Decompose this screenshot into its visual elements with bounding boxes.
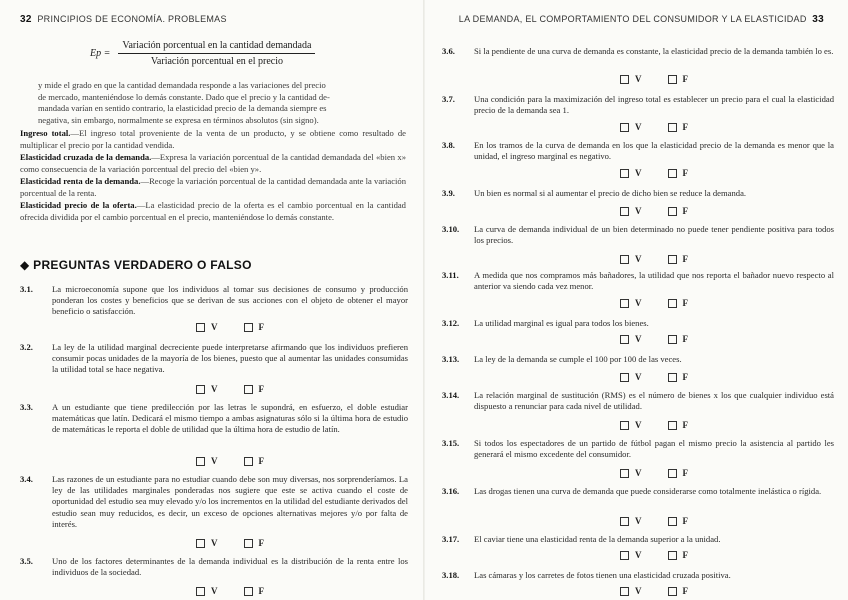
answer-options-3-1: [196, 322, 264, 332]
option-label: F: [258, 538, 264, 548]
checkbox-icon[interactable]: [620, 517, 629, 526]
definition-line: negativa, sin embargo, normalmente se expresa en términos absolutos (sin signo).: [38, 114, 319, 125]
question-3-16: [442, 486, 834, 497]
checkbox-icon[interactable]: [244, 385, 253, 394]
answer-options-3-17: [620, 550, 688, 560]
right-running-title: LA DEMANDA, EL COMPORTAMIENTO DEL CONSUMIDOR Y LA ELASTICIDAD: [458, 14, 807, 24]
question-text: Si todos los espectadores de un partido de fútbol pagan el mismo precio la asistencia al partido les generará el mismo excedente del consumidor.: [474, 438, 834, 460]
checkbox-icon[interactable]: [196, 457, 205, 466]
question-number: 3.16.: [442, 486, 460, 496]
option-false[interactable]: [668, 122, 689, 132]
question-text: Las razones de un estudiante para no estudiar cuando debe son muy diversas, nos sorprenderíamos. La ley de las utilidades marginales ponderadas nos sugiere que este se activa cuando el coste de oportunidad del estudio sea muy elevado y/o los incrementos en la utilidad del estudiante derivados del estudio sean muy reducidos, es decir, un exceso de opciones alternativas mejores y/o por falta de interés.: [52, 474, 408, 529]
formula-fraction: [118, 40, 315, 67]
question-3-2: [20, 342, 408, 376]
checkbox-icon[interactable]: [620, 299, 629, 308]
question-3-11: [442, 270, 834, 292]
definition-line: y mide el grado en que la cantidad demandada responde a las variaciones del precio: [38, 80, 326, 90]
question-number: 3.18.: [442, 570, 460, 580]
question-number: 3.12.: [442, 318, 460, 328]
formula-numerator: Variación porcentual en la cantidad demandada: [118, 40, 315, 54]
question-text: Las drogas tienen una curva de demanda que puede considerarse como totalmente inelástica o rígida.: [474, 486, 822, 496]
option-true[interactable]: [620, 468, 642, 478]
checkbox-icon[interactable]: [668, 169, 677, 178]
option-label: F: [682, 420, 688, 430]
question-3-12: [442, 318, 834, 329]
left-running-head: [20, 14, 227, 25]
question-number: 3.5.: [20, 556, 33, 566]
option-label: F: [258, 384, 264, 394]
question-number: 3.8.: [442, 140, 455, 150]
question-3-18: [442, 570, 834, 581]
option-label: F: [682, 74, 688, 84]
option-label: V: [635, 516, 642, 526]
option-true[interactable]: [620, 254, 642, 264]
answer-options-3-18: [620, 586, 688, 596]
term-elasticidad-cruzada: [20, 152, 406, 175]
option-label: F: [258, 322, 264, 332]
right-page: [424, 0, 848, 600]
option-false[interactable]: [244, 384, 265, 394]
question-text: La ley de la demanda se cumple el 100 por 100 de las veces.: [474, 354, 682, 364]
checkbox-icon[interactable]: [668, 123, 677, 132]
term-elasticidad-renta: [20, 176, 406, 199]
option-false[interactable]: [244, 456, 265, 466]
question-number: 3.2.: [20, 342, 33, 352]
checkbox-icon[interactable]: [620, 255, 629, 264]
checkbox-icon[interactable]: [668, 551, 677, 560]
checkbox-icon[interactable]: [668, 469, 677, 478]
term-label: Elasticidad cruzada de la demanda.: [20, 152, 152, 162]
option-label: F: [682, 168, 688, 178]
term-text: —La elasticidad precio de la oferta es el cambio porcentual en la cantidad ofrecida dividida por el cambio porcentual en el precio, manteniéndose lo demás constante.: [20, 200, 406, 222]
option-label: F: [682, 206, 688, 216]
answer-options-3-10: [620, 254, 688, 264]
answer-options-3-2: [196, 384, 264, 394]
answer-options-3-9: [620, 206, 688, 216]
checkbox-icon[interactable]: [620, 373, 629, 382]
checkbox-icon[interactable]: [668, 335, 677, 344]
option-true[interactable]: [196, 322, 218, 332]
question-text: Si la pendiente de una curva de demanda es constante, la elasticidad precio de la demanda también lo es.: [474, 46, 834, 56]
option-false[interactable]: [668, 586, 689, 596]
option-label: V: [211, 384, 218, 394]
checkbox-icon[interactable]: [620, 421, 629, 430]
option-true[interactable]: [620, 586, 642, 596]
option-true[interactable]: [620, 516, 642, 526]
option-false[interactable]: [668, 550, 689, 560]
left-page-number: 32: [20, 14, 32, 25]
option-label: V: [635, 122, 642, 132]
checkbox-icon[interactable]: [244, 539, 253, 548]
checkbox-icon[interactable]: [620, 551, 629, 560]
option-true[interactable]: [196, 538, 218, 548]
option-label: V: [211, 586, 218, 596]
question-text: A un estudiante que tiene predilección por las letras le supondrá, en esfuerzo, el doble estudiar matemáticas que latín. Dedicará el mismo tiempo a ambas asignaturas sólo si la última hora de estudio de matemáticas le reporta el doble de utilidad que la última hora de estudio de latín.: [52, 402, 408, 435]
question-3-6: [442, 46, 834, 57]
option-false[interactable]: [668, 468, 689, 478]
question-text: Las cámaras y los carretes de fotos tienen una elasticidad cruzada positiva.: [474, 570, 731, 580]
question-text: La relación marginal de sustitución (RMS) es el número de bienes x los que cualquier individuo está dispuesto a renunciar para cada nivel de utilidad.: [474, 390, 834, 412]
answer-options-3-8: [620, 168, 688, 178]
option-false[interactable]: [244, 322, 265, 332]
question-number: 3.7.: [442, 94, 455, 104]
question-number: 3.9.: [442, 188, 455, 198]
term-text: —Expresa la variación porcentual de la cantidad demandada del «bien x» como consecuencia de la variación porcentual del precio del «bien y».: [20, 152, 406, 174]
question-3-15: [442, 438, 834, 460]
definition-line: de mercado, manteniéndose lo demás constante. Dado que el precio y la cantidad de-: [38, 91, 330, 102]
answer-options-3-13: [620, 372, 688, 382]
question-number: 3.4.: [20, 474, 33, 484]
right-page-number: 33: [812, 14, 824, 25]
question-3-4: [20, 474, 408, 530]
answer-options-3-14: [620, 420, 688, 430]
question-text: Un bien es normal si al aumentar el precio de dicho bien se reduce la demanda.: [474, 188, 747, 198]
option-true[interactable]: [620, 298, 642, 308]
term-ingreso-total: [20, 128, 406, 151]
checkbox-icon[interactable]: [668, 255, 677, 264]
option-label: F: [258, 456, 264, 466]
checkbox-icon[interactable]: [668, 517, 677, 526]
option-label: V: [635, 74, 642, 84]
answer-options-3-11: [620, 298, 688, 308]
option-false[interactable]: [668, 516, 689, 526]
option-false[interactable]: [668, 254, 689, 264]
option-true[interactable]: [620, 206, 642, 216]
question-text: El caviar tiene una elasticidad renta de la demanda superior a la unidad.: [474, 534, 721, 544]
option-label: V: [211, 322, 218, 332]
answer-options-3-12: [620, 334, 688, 344]
term-text: —Recoge la variación porcentual de la cantidad demandada ante la variación porcentual de la renta.: [20, 176, 406, 198]
option-false[interactable]: [668, 372, 689, 382]
option-label: V: [635, 168, 642, 178]
question-text: Uno de los factores determinantes de la demanda individual es la distribución de la renta entre los individuos de la sociedad.: [52, 556, 408, 578]
checkbox-icon[interactable]: [668, 587, 677, 596]
answer-options-3-16: [620, 516, 688, 526]
option-label: V: [211, 456, 218, 466]
question-3-10: [442, 224, 834, 246]
question-text: La utilidad marginal es igual para todos los bienes.: [474, 318, 649, 328]
option-label: V: [635, 298, 642, 308]
option-label: F: [682, 122, 688, 132]
option-label: F: [682, 254, 688, 264]
checkbox-icon[interactable]: [620, 335, 629, 344]
option-label: V: [635, 372, 642, 382]
question-number: 3.6.: [442, 46, 455, 56]
answer-options-3-3: [196, 456, 264, 466]
option-label: V: [635, 206, 642, 216]
option-false[interactable]: [244, 586, 265, 596]
question-3-3: [20, 402, 408, 436]
definition-paragraph: [38, 80, 406, 126]
question-3-13: [442, 354, 834, 365]
option-false[interactable]: [668, 298, 689, 308]
question-text: La curva de demanda individual de un bien determinado no puede tener pendiente positiva para todos los precios.: [474, 224, 834, 246]
question-number: 3.11.: [442, 270, 459, 280]
question-text: La ley de la utilidad marginal decreciente puede interpretarse afirmando que los individuos prefieren consumir pocas unidades de la mayoría de los bienes, puesto que al aumentar las unidades consumidas la utilidad total se hace negativa.: [52, 342, 408, 375]
section-title: ◆ PREGUNTAS VERDADERO O FALSO: [20, 258, 252, 272]
answer-options-3-6: [620, 74, 688, 84]
option-label: V: [635, 468, 642, 478]
question-3-7: [442, 94, 834, 116]
option-false[interactable]: [668, 334, 689, 344]
checkbox-icon[interactable]: [196, 587, 205, 596]
question-3-9: [442, 188, 834, 199]
right-running-head: [459, 14, 824, 25]
checkbox-icon[interactable]: [620, 469, 629, 478]
checkbox-icon[interactable]: [620, 169, 629, 178]
checkbox-icon[interactable]: [196, 323, 205, 332]
option-false[interactable]: [668, 420, 689, 430]
option-label: V: [211, 538, 218, 548]
definition-line: mandada varían en sentido contrario, la elasticidad precio de la demanda siempre es: [38, 103, 327, 114]
option-false[interactable]: [244, 538, 265, 548]
option-true[interactable]: [620, 550, 642, 560]
checkbox-icon[interactable]: [668, 421, 677, 430]
option-label: F: [682, 334, 688, 344]
checkbox-icon[interactable]: [244, 323, 253, 332]
elasticity-formula: [90, 40, 315, 67]
option-label: V: [635, 420, 642, 430]
option-label: F: [682, 468, 688, 478]
question-number: 3.15.: [442, 438, 460, 448]
option-label: V: [635, 550, 642, 560]
option-true[interactable]: [196, 586, 218, 596]
checkbox-icon[interactable]: [668, 75, 677, 84]
left-running-title: PRINCIPIOS DE ECONOMÍA. PROBLEMAS: [37, 14, 227, 24]
option-true[interactable]: [620, 74, 642, 84]
question-number: 3.14.: [442, 390, 460, 400]
option-true[interactable]: [196, 384, 218, 394]
question-3-8: [442, 140, 834, 162]
question-number: 3.1.: [20, 284, 33, 294]
option-true[interactable]: [620, 372, 642, 382]
option-label: F: [258, 586, 264, 596]
checkbox-icon[interactable]: [196, 539, 205, 548]
checkbox-icon[interactable]: [668, 373, 677, 382]
term-label: Elasticidad renta de la demanda.: [20, 176, 141, 186]
checkbox-icon[interactable]: [244, 587, 253, 596]
option-label: F: [682, 372, 688, 382]
question-3-1: [20, 284, 408, 318]
checkbox-icon[interactable]: [620, 75, 629, 84]
checkbox-icon[interactable]: [244, 457, 253, 466]
option-true[interactable]: [620, 122, 642, 132]
answer-options-3-7: [620, 122, 688, 132]
option-label: F: [682, 516, 688, 526]
question-number: 3.17.: [442, 534, 460, 544]
option-label: V: [635, 586, 642, 596]
question-3-14: [442, 390, 834, 412]
option-label: V: [635, 334, 642, 344]
question-text: Una condición para la maximización del ingreso total es establecer un precio para el cual la elasticidad precio de la demanda sea 1.: [474, 94, 834, 116]
option-label: F: [682, 298, 688, 308]
question-number: 3.3.: [20, 402, 33, 412]
option-label: F: [682, 586, 688, 596]
question-text: En los tramos de la curva de demanda en los que la elasticidad precio de la demanda es menor que la unidad, el ingreso marginal es negativo.: [474, 140, 834, 162]
question-text: La microeconomía supone que los individuos al tomar sus decisiones de consumo y producción ponderan los costes y beneficios que se derivan de sus acciones con el objeto de obtener el mayor beneficio o satisfacción.: [52, 284, 408, 317]
question-text: A medida que nos compramos más bañadores, la utilidad que nos reporta el bañador nuevo respecto al anterior va siendo cada vez menor.: [474, 270, 834, 292]
term-text: —El ingreso total proveniente de la venta de un producto, y se obtiene como resultado de multiplicar el precio por la cantidad vendida.: [20, 128, 406, 150]
option-true[interactable]: [620, 420, 642, 430]
option-false[interactable]: [668, 206, 689, 216]
question-3-5: [20, 556, 408, 578]
checkbox-icon[interactable]: [668, 207, 677, 216]
answer-options-3-4: [196, 538, 264, 548]
term-label: Ingreso total.: [20, 128, 71, 138]
checkbox-icon[interactable]: [620, 587, 629, 596]
question-number: 3.10.: [442, 224, 460, 234]
answer-options-3-15: [620, 468, 688, 478]
term-label: Elasticidad precio de la oferta.: [20, 200, 137, 210]
checkbox-icon[interactable]: [620, 123, 629, 132]
checkbox-icon[interactable]: [196, 385, 205, 394]
formula-lhs: Ep =: [90, 48, 111, 59]
checkbox-icon[interactable]: [620, 207, 629, 216]
option-false[interactable]: [668, 74, 689, 84]
term-elasticidad-oferta: [20, 200, 406, 223]
question-3-17: [442, 534, 834, 545]
answer-options-3-5: [196, 586, 264, 596]
question-number: 3.13.: [442, 354, 460, 364]
option-label: F: [682, 550, 688, 560]
option-false[interactable]: [668, 168, 689, 178]
checkbox-icon[interactable]: [668, 299, 677, 308]
option-true[interactable]: [196, 456, 218, 466]
option-label: V: [635, 254, 642, 264]
option-true[interactable]: [620, 168, 642, 178]
option-true[interactable]: [620, 334, 642, 344]
formula-denominator: Variación porcentual en el precio: [150, 56, 283, 67]
